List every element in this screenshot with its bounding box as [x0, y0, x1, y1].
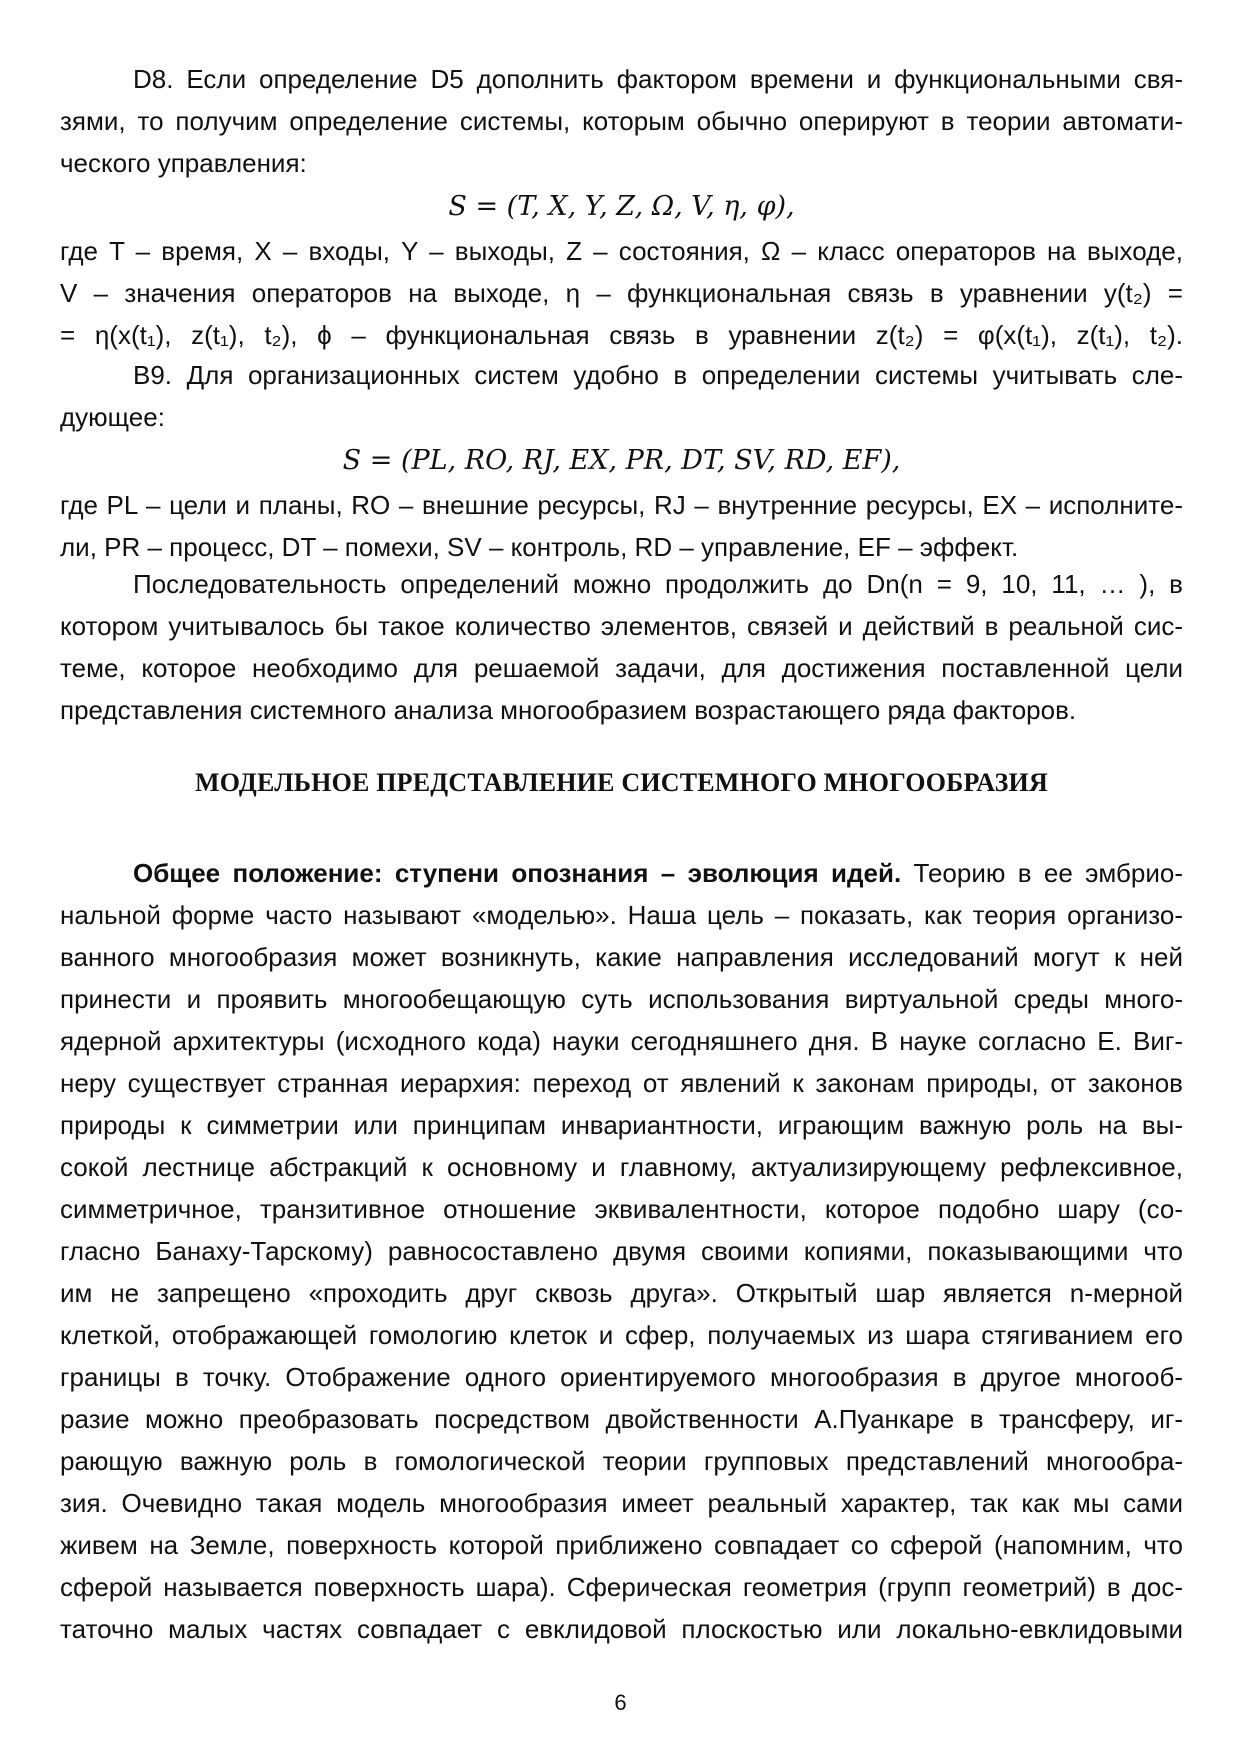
text-line: гласно Банаху-Тарскому) равносоставлено двумя своими копиями, показывающими что — [60, 1236, 1183, 1266]
text-line: клеткой, отображающей гомологию клеток и сфер, получаемых из шара стягиванием его — [60, 1320, 1183, 1350]
text-line: D8. Если определение D5 дополнить фактором времени и функциональными свя- — [133, 64, 1183, 94]
text-line: им не запрещено «проходить друг сквозь друга». Открытый шар является n-мерной — [60, 1278, 1183, 1308]
text-line: теме, которое необходимо для решаемой задачи, для достижения поставленной цели — [60, 653, 1183, 683]
text-line: сферой называется поверхность шара). Сферическая геометрия (групп геометрий) в дос- — [60, 1572, 1183, 1602]
text-line: дующее: — [60, 402, 165, 432]
text-line: котором учитывалось бы такое количество элементов, связей и действий в реальной сис- — [60, 611, 1183, 641]
paragraph-d8 — [60, 58, 1183, 356]
page-number: 6 — [614, 1690, 627, 1715]
paragraph-sequence — [60, 563, 1183, 731]
first-line-rest: Теорию в ее эмбрио- — [901, 858, 1184, 888]
formula-b9: S = (PL, RO, RJ, EX, PR, DT, SV, RD, EF), — [342, 445, 901, 476]
text-line: ли, PR – процесс, DT – помехи, SV – контроль, RD – управление, EF – эффект. — [60, 532, 1019, 562]
text-line: ческого управления: — [60, 148, 307, 178]
text-line: ванного многообразия может возникнуть, какие направления исследований могут к ней — [60, 942, 1183, 972]
section-heading: МОДЕЛЬНОЕ ПРЕДСТАВЛЕНИЕ СИСТЕМНОГО МНОГООБРАЗИЯ — [195, 768, 1048, 797]
text-line: зями, то получим определение системы, которым обычно оперируют в теории автомати- — [60, 106, 1183, 136]
bold-lead: Общее положение: ступени опознания – эволюция идей. — [133, 858, 902, 888]
text-line: нальной форме часто называют «моделью». Наша цель – показать, как теория организо- — [60, 900, 1183, 930]
text-line: V – значения операторов на выходе, η – функциональная связь в уравнении y(t₂) = — [60, 278, 1183, 308]
text-line: Последовательность определений можно продолжить до Dn(n = 9, 10, 11, … ), в — [133, 569, 1183, 599]
text-line: = η(x(t₁), z(t₁), t₂), ϕ – функциональная связь в уравнении z(t₂) = φ(x(t₁), z(t₁), t₂). — [60, 320, 1183, 350]
text-line: неру существует странная иерархия: переход от явлений к законам природы, от законов — [60, 1068, 1183, 1098]
formula-d8: S = (T, X, Y, Z, Ω, V, η, φ), — [448, 191, 795, 222]
text-line: сокой лестнице абстракций к основному и главному, актуализирующему рефлексивное, — [60, 1152, 1183, 1182]
text-line: рающую важную роль в гомологической теории групповых представлений многообра- — [60, 1446, 1183, 1476]
text-line: природы к симметрии или принципам инвариантности, играющим важную роль на вы- — [60, 1110, 1183, 1140]
paragraph-general-statement — [60, 852, 1183, 1650]
text-line: B9. Для организационных систем удобно в определении системы учитывать сле- — [133, 360, 1183, 390]
text-line: живем на Земле, поверхность которой приближено совпадает со сферой (напомним, что — [60, 1530, 1183, 1560]
text-line: границы в точку. Отображение одного ориентируемого многообразия в другое многооб- — [60, 1362, 1183, 1392]
text-line: симметричное, транзитивное отношение эквивалентности, которое подобно шару (со- — [60, 1194, 1183, 1224]
text-line: зия. Очевидно такая модель многообразия имеет реальный характер, так как мы сами — [60, 1488, 1183, 1518]
paragraph-b9 — [60, 354, 1183, 568]
text-line: где T – время, X – входы, Y – выходы, Z – состояния, Ω – класс операторов на выходе, — [60, 236, 1183, 266]
text-line: принести и проявить многообещающую суть использования виртуальной среды много- — [60, 984, 1183, 1014]
text-line: где PL – цели и планы, RO – внешние ресурсы, RJ – внутренние ресурсы, EX – исполните- — [60, 490, 1183, 520]
text-line: таточно малых частях совпадает с евклидовой плоскостью или локально-евклидовыми — [60, 1614, 1183, 1644]
text-line: разие можно преобразовать посредством двойственности А.Пуанкаре в трансферу, иг- — [60, 1404, 1183, 1434]
text-line: ядерной архитектуры (исходного кода) науки сегодняшнего дня. В науке согласно Е. Виг- — [60, 1026, 1183, 1056]
text-line-first — [60, 852, 1183, 894]
text-line: представления системного анализа многообразием возрастающего ряда факторов. — [60, 695, 1077, 725]
